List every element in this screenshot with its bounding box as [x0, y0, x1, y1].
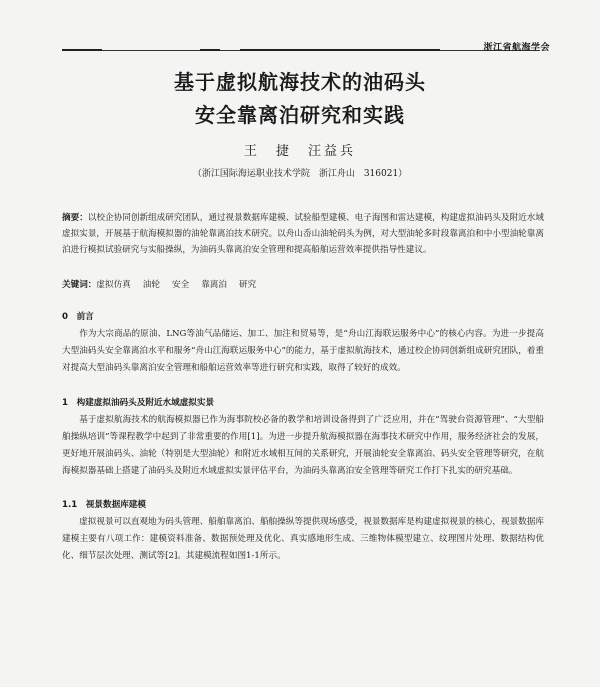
section-paragraph-1-1: 虚拟视景可以直观地为码头管理、船舶靠离泊、船舶操纵等提供现场感受，视景数据库是构建虚拟视景的核心，视景数据库建模主要有八项工作：建模资料准备、数据预处理及优化、真实感地形生成、三维物体模型建立、纹理图片处理、数据结构优化、细节层次处理、测试等[2]。其建模流程如图1-1所示。 [62, 517, 544, 561]
keyword: 研究 [238, 280, 257, 290]
keyword: 虚拟仿真 [96, 280, 131, 290]
journal-name: 浙江省航海学会 [483, 43, 550, 53]
header-dash [200, 49, 220, 51]
keyword: 安全 [171, 280, 190, 290]
keywords-label: 关键词： [62, 280, 97, 290]
paper-title-line-2: 安全靠离泊研究和实践 [195, 103, 405, 127]
header-dash [62, 49, 102, 51]
abstract-text: 以校企协同创新组成研究团队，通过视景数据库建模、试验船型建模、电子海图和雷达建模，构建虚拟油码头及附近水域虚拟实景，开展基于航海模拟器的油轮靠离泊技术研究。以舟山岙山油轮码头为例，对大型油轮多时段靠离泊和中小型油轮靠离泊进行模拟试验研究与实船操纵，为油码头靠离泊安全管理和提高船舶运营效率提供指导性建议。 [62, 213, 544, 255]
affiliation: （浙江国际海运职业技术学院 浙江舟山 316021） [192, 169, 408, 179]
abstract-label: 摘要： [62, 213, 88, 223]
section-heading-1-1: 1.1 视景数据库建模 [62, 500, 146, 510]
abstract [62, 210, 544, 258]
paper-title-line-1: 基于虚拟航海技术的油码头 [174, 70, 426, 94]
keywords [62, 278, 544, 292]
authors: 王 捷 汪益兵 [243, 144, 356, 159]
keyword: 油轮 [142, 280, 160, 290]
header-dash [240, 49, 440, 51]
section-heading-intro: 0 前言 [62, 312, 94, 322]
section-heading-1: 1 构建虚拟油码头及附近水域虚拟实景 [62, 398, 215, 408]
section-paragraph-1: 基于虚拟航海技术的航海模拟器已作为海事院校必备的教学和培训设备得到了广泛应用，并在“驾驶台资源管理”、“大型船舶操纵培训”等课程教学中起到了非常重要的作用[1]。为进一步提升航海模拟器在海事技术研究中作用，服务经济社会的发展，更好地开展油码头、油轮（特别是大型油轮）和附近水域相互间的关系研究，开展油轮安全靠离泊、码头安全管理等研究，在航海模拟器基础上搭建了油码头及附近水域虚拟实景评估平台，为油码头靠离泊安全管理等研究工作打下扎实的研究基础。 [62, 415, 544, 476]
section-paragraph-intro: 作为大宗商品的原油、LNG等油气品储运、加工、加注和贸易等，是“舟山江海联运服务中心”的核心内容。为进一步提高大型油码头安全靠离泊水平和服务“舟山江海联运服务中心”的能力，基于虚拟航海技术，通过校企协同创新组成研究团队，着重对提高大型油码头靠离泊安全管理和船舶运营效率等进行研究和实践，取得了较好的成效。 [62, 329, 544, 373]
keyword: 靠离泊 [201, 280, 227, 290]
